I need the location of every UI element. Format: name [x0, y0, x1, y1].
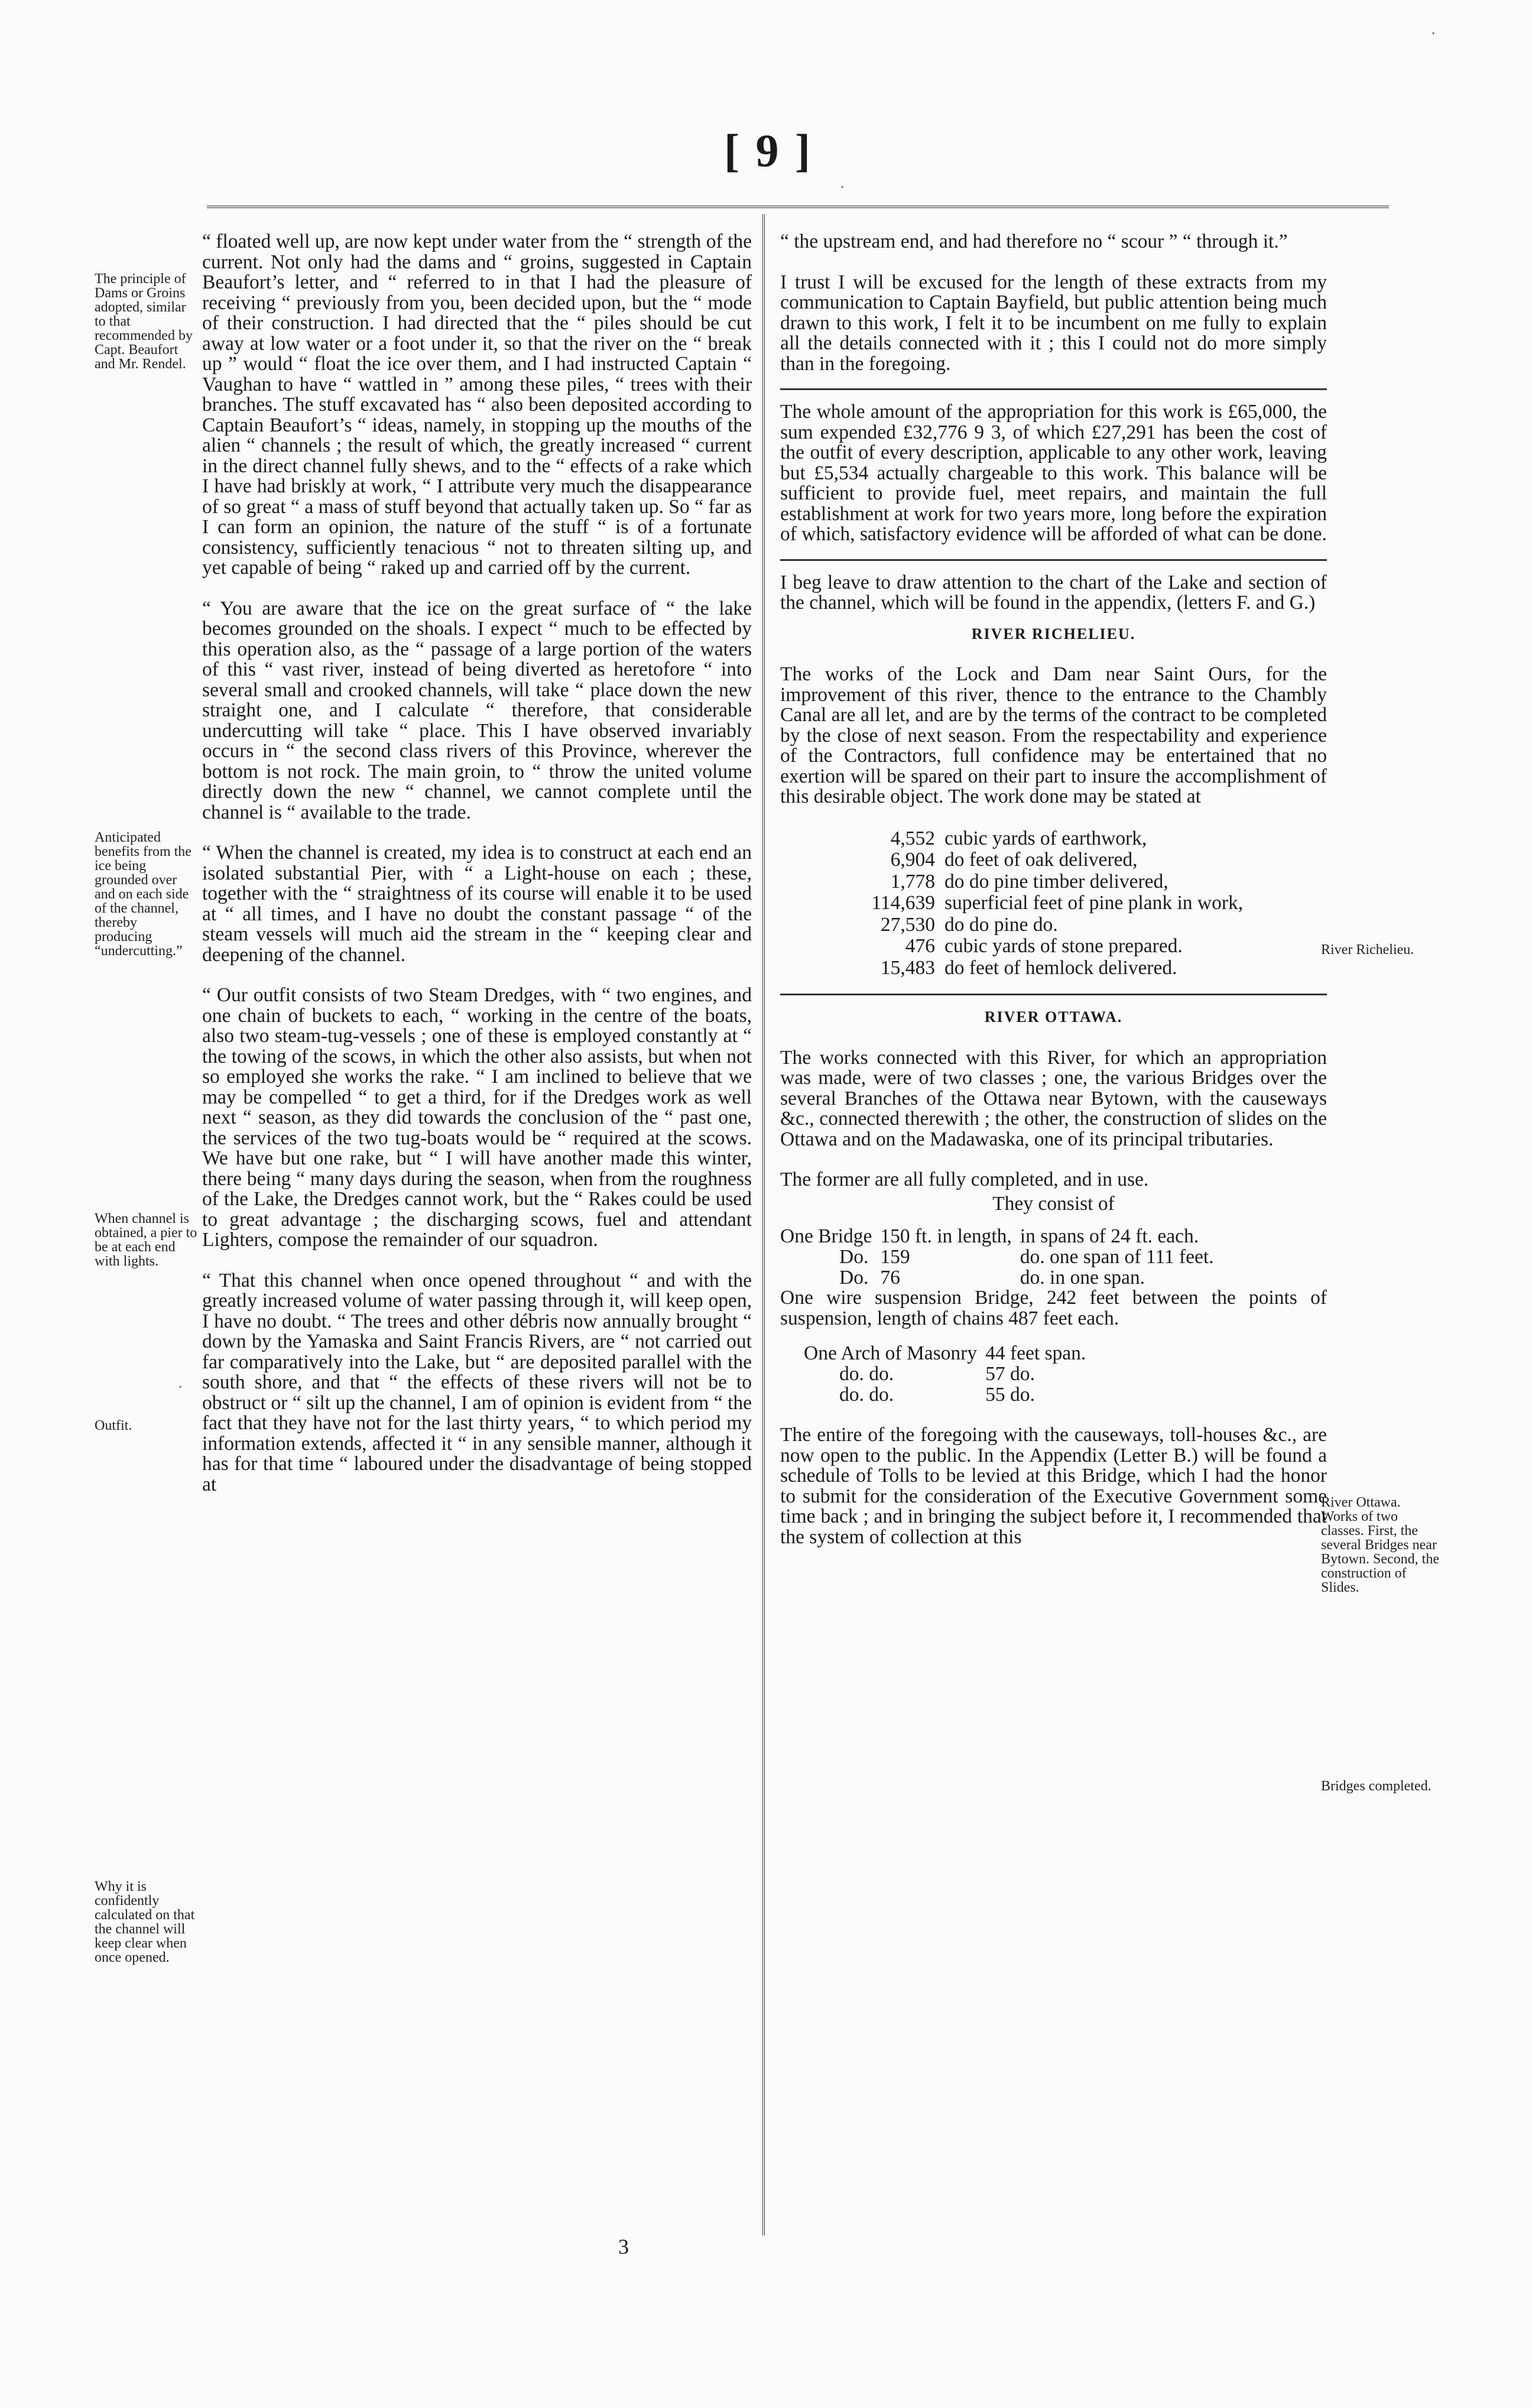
left-column	[202, 232, 752, 1495]
table-row: Do. 76 do. in one span.	[839, 1267, 1145, 1289]
section-rule	[780, 559, 1327, 561]
margin-note-ottawa: River Ottawa. Works of two classes. First, the several Bridges near Bytown. Second, the construction of Slides.	[1321, 1495, 1439, 1595]
section-heading-ottawa: RIVER OTTAWA.	[984, 1008, 1123, 1025]
paper-speck: ·	[839, 177, 845, 197]
margin-note-richelieu: River Richelieu.	[1321, 942, 1414, 958]
list-item: 15,483 do feet of hemlock delivered.	[880, 956, 1177, 979]
table-row: One Bridge 150 ft. in length, in spans of 24 ft. each.	[780, 1225, 1199, 1247]
signature-mark: 3	[618, 2235, 629, 2258]
paragraph: “ Our outfit consists of two Steam Dredges, with “ two engines, and one chain of buckets to each, “ working in the centre of the boats, also two steam-tug-vessels ; one of these is employed constantly at “ the towing of the scows, in which the other also assists, but when not so employed she works the rake. “ I am inclined to believe that we may be compelled “ to get a third, for if the Dredges work as well next “ season, as they did towards the conclusion of the “ past one, the services of the two tug-boats would be “ required at the scows. We have but one rake, but “ I will have another made this winter, there being “ many days during the season, when from the roughness of the Lake, the Dredges cannot work, but the “ Rakes could be used to great advantage ; the discharging scows, fuel and attendant Lighters, compose the remainder of our squadron.	[202, 984, 752, 1251]
margin-note-groins: The principle of Dams or Groins adopted, similar to that recommended by Capt. Beaufort and Mr. Rendel.	[95, 271, 193, 372]
section-rule	[780, 994, 1327, 995]
right-column	[780, 232, 1327, 1547]
margin-note-channel: Why it is confidently calculated on that the channel will keep clear when once opened.	[95, 1879, 195, 1965]
arches-table	[804, 1343, 1094, 1405]
paper-speck: ·	[177, 1377, 183, 1397]
paragraph: “ That this channel when once opened throughout “ and with the greatly increased volume of water passing through it, will keep open, I have no doubt. “ The trees and other débris now annually brought “ down by the Yamaska and Saint Francis Rivers, are “ not carried out far comparatively into the Lake, but “ are deposited parallel with the south shore, and that “ the effects of these rivers will not be to obstruct or “ silt up the channel, I am of opinion is evident from “ the fact that they have not for the last thirty years, “ to which period my information extends, affected it “ in any sensible manner, although it has for that time “ laboured under the disadvantage of being stopped at	[202, 1269, 752, 1495]
section-heading-richelieu: RIVER RICHELIEU.	[971, 625, 1136, 642]
work-done-list	[845, 827, 1250, 980]
section-rule	[780, 388, 1327, 390]
margin-note-outfit: Outfit.	[95, 1418, 132, 1433]
paragraph: The whole amount of the appropriation for this work is £65,000, the sum expended £32,776 9 3, of which £27,291 has been the cost of the outfit of every description, applicable to any other work, leaving but £5,534 actually chargeable to this work. This balance will be sufficient to provide fuel, meet repairs, and maintain the full establishment at work for two years more, long before the expiration of which, satisfactory evidence will be afforded of what can be done.	[780, 401, 1327, 545]
paragraph: “ You are aware that the ice on the great surface of “ the lake becomes grounded on the shoals. I expect “ much to be effected by this operation also, as the “ passage of a large portion of the waters of this “ vast river, instead of being diverted as heretofore “ into several small and crooked channels, will take “ place down the new straight one, and I calculate “ therefore, that considerable undercutting will take “ place. This I have observed invariably occurs in “ the second class rivers of this Province, wherever the bottom is not rock. The main groin, to “ throw the united volume directly down the new “ channel, we cannot complete until the channel is “ available to the trade.	[202, 597, 752, 823]
table-row: do. do. 55 do.	[839, 1384, 1035, 1406]
table-row: do. do. 57 do.	[839, 1363, 1035, 1385]
paragraph: The former are all fully completed, and in use.	[780, 1169, 1149, 1190]
paragraph: “ the upstream end, and had therefore no “ scour ” “ through it.”	[780, 231, 1288, 252]
paragraph: “ When the channel is created, my idea is to construct at each end an isolated substantial Pier, with “ a Light-house on each ; these, together with the “ straightness of its course will enable it to be used at “ all times, and I have no doubt the constant passage “ of the steam vessels will much aid the stream in the “ keeping clear and deepening of the channel.	[202, 842, 752, 966]
column-divider	[762, 214, 765, 2235]
paragraph: The works connected with this River, for which an appropriation was made, were of two classes ; one, the various Bridges over the several Branches of the Ottawa near Bytown, with the causeways &c., connected therewith ; the other, the construction of slides on the Ottawa and on the Madawaska, one of its principal tributaries.	[780, 1046, 1327, 1150]
paragraph: I beg leave to draw attention to the chart of the Lake and section of the channel, which will be found in the appendix, (letters F. and G.)	[780, 571, 1327, 614]
list-item: 1,778 do do pine timber delivered,	[890, 870, 1169, 893]
paragraph: “ floated well up, are now kept under water from the “ strength of the current. Not only had the dams and “ groins, suggested in Captain Beaufort’s letter, and “ referred to in that I had the pleasure of receiving “ previously from you, been decided upon, but the “ mode of their construction. I had directed that the “ piles should be cut away at low water or a foot under it, so that the river on the “ break up ” would “ float the ice over them, and I had instructed Captain “ Vaughan to have “ wattled in ” among these piles, “ trees with their branches. The stuff excavated has “ also been deposited according to Captain Beaufort’s “ ideas, namely, in stopping up the mouths of the alien “ channels ; the result of which, the greatly increased “ current in the direct channel fully shews, and to the “ effects of a rake which I have had briskly at work, “ I attribute very much the disappearance of so great “ a mass of stuff beyond that actually taken up. So “ far as I can form an opinion, the nature of the stuff “ is of a fortunate consistency, sufficiently tenacious “ not to threaten silting up, and yet capable of being “ raked up and carried off by the current.	[202, 231, 752, 579]
list-item: 114,639 superficial feet of pine plank in work,	[871, 892, 1244, 914]
margin-note-pier: When channel is obtained, a pier to be at each end with lights.	[95, 1211, 197, 1269]
margin-note-bridges: Bridges completed.	[1321, 1779, 1432, 1794]
header-rule	[207, 206, 1389, 208]
paragraph: The entire of the foregoing with the causeways, toll-houses &c., are now open to the public. In the Appendix (Letter B.) will be found a schedule of Tolls to be levied at this Bridge, which I had the honor to submit for the consideration of the Executive Government some time back ; and in bringing the subject before it, I recommended that the system of collection at this	[780, 1424, 1327, 1548]
paragraph: The works of the Lock and Dam near Saint Ours, for the improvement of this river, thence to the entrance to the Chambly Canal are all let, and are by the terms of the contract to be completed by the close of next season. From the respectability and experience of the Contractors, full confidence may be entertained that no exertion will be spared on their part to insure the accomplishment of this desirable object. The work done may be stated at	[780, 663, 1327, 807]
list-item: 6,904 do feet of oak delivered,	[890, 849, 1138, 871]
page-number: [ 9 ]	[724, 125, 813, 176]
table-row: Do. 159 do. one span of 111 feet.	[839, 1246, 1214, 1268]
bridges-table	[780, 1226, 1222, 1288]
list-item: 4,552 cubic yards of earthwork,	[890, 827, 1147, 849]
margin-note-ice: Anticipated benefits from the ice being grounded over and on each side of the channel, thereby producing “undercutting.”	[95, 830, 192, 959]
subheading: They consist of	[992, 1192, 1115, 1215]
list-item: 27,530 do do pine do.	[880, 913, 1058, 936]
list-item: 476 cubic yards of stone prepared.	[905, 935, 1183, 957]
paragraph: I trust I will be excused for the length of these extracts from my communication to Captain Bayfield, but public attention being much drawn to this work, I felt it to be incumbent on me fully to explain all the details connected with it ; this I could not do more simply than in the foregoing.	[780, 271, 1327, 375]
paragraph: One wire suspension Bridge, 242 feet between the points of suspension, length of chains 487 feet each.	[780, 1287, 1327, 1329]
table-row: One Arch of Masonry 44 feet span.	[804, 1342, 1086, 1364]
paper-speck: ·	[1430, 24, 1436, 43]
